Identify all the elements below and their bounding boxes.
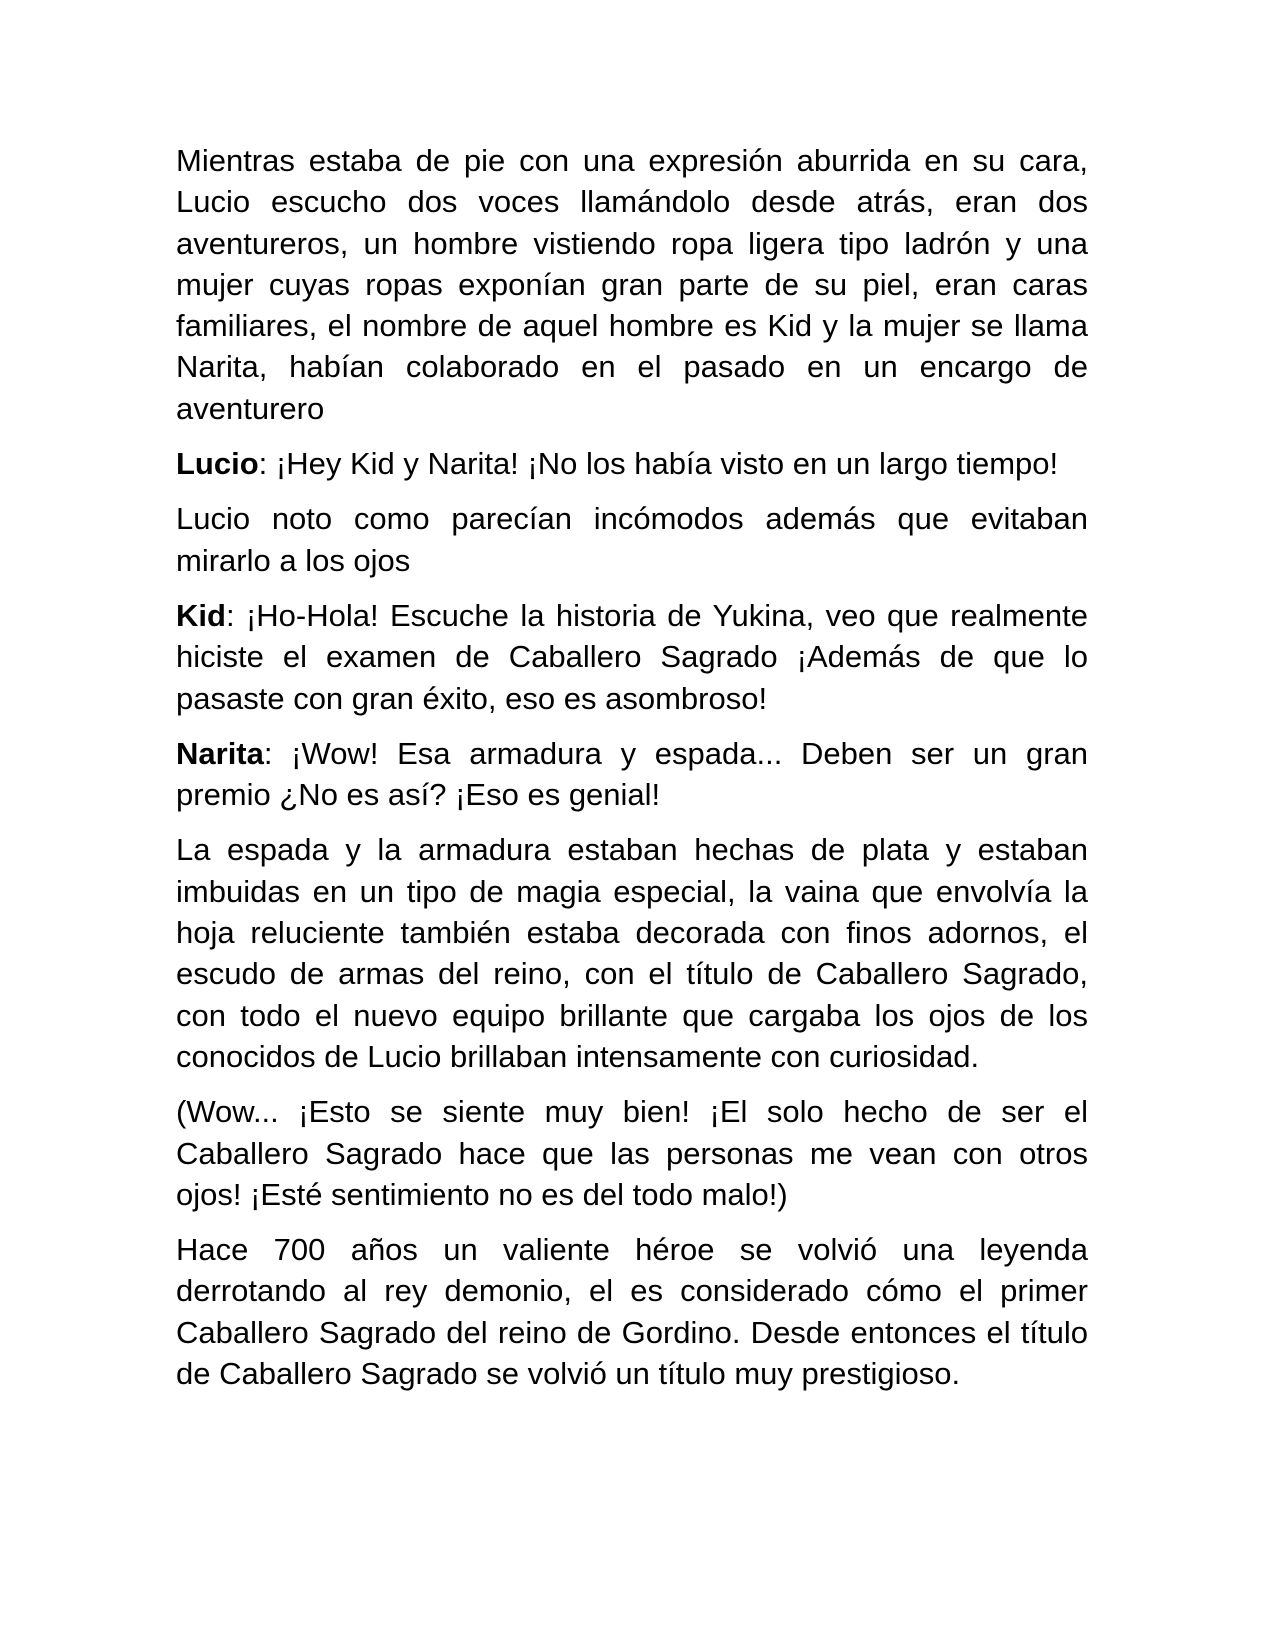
dialogue-text: : ¡Wow! Esa armadura y espada... Deben ser un gran premio ¿No es así? ¡Eso es genial! <box>176 735 1088 813</box>
narration-paragraph: Hace 700 años un valiente héroe se volvió una leyenda derrotando al rey demonio, el es considerado cómo el primer Caballero Sagrado del reino de Gordino. Desde entonces el título de Caballero Sagrado se volvió un título muy prestigioso. <box>176 1232 1088 1392</box>
dialogue-paragraph-lucio <box>176 443 1088 484</box>
dialogue-paragraph-kid <box>176 595 1088 719</box>
narration-paragraph: Lucio noto como parecían incómodos además que evitaban mirarlo a los ojos <box>176 501 1088 578</box>
narration-paragraph: La espada y la armadura estaban hechas de plata y estaban imbuidas en un tipo de magia especial, la vaina que envolvía la hoja reluciente también estaba decorada con finos adornos, el escudo de armas del reino, con el título de Caballero Sagrado, con todo el nuevo equipo brillante que cargaba los ojos de los conocidos de Lucio brillaban intensamente con curiosidad. <box>176 832 1088 1074</box>
thought-paragraph: (Wow... ¡Esto se siente muy bien! ¡El solo hecho de ser el Caballero Sagrado hace que las personas me vean con otros ojos! ¡Esté sentimiento no es del todo malo!) <box>176 1094 1088 1212</box>
dialogue-text: : ¡Ho-Hola! Escuche la historia de Yukina, veo que realmente hiciste el examen de Caballero Sagrado ¡Además de que lo pasaste con gran éxito, eso es asombroso! <box>176 597 1088 716</box>
speaker-name: Lucio <box>176 446 259 482</box>
speaker-name: Kid <box>176 597 226 633</box>
dialogue-text: : ¡Hey Kid y Narita! ¡No los había visto en un largo tiempo! <box>258 446 1059 482</box>
speaker-name: Narita <box>176 735 264 771</box>
dialogue-paragraph-narita <box>176 733 1088 816</box>
narration-paragraph: Mientras estaba de pie con una expresión aburrida en su cara, Lucio escucho dos voces llamándolo desde atrás, eran dos aventureros, un hombre vistiendo ropa ligera tipo ladrón y una mujer cuyas ropas exponían gran parte de su piel, eran caras familiares, el nombre de aquel hombre es Kid y la mujer se llama Narita, habían colaborado en el pasado en un encargo de aventurero <box>176 143 1088 426</box>
document-page <box>176 140 1088 1408</box>
